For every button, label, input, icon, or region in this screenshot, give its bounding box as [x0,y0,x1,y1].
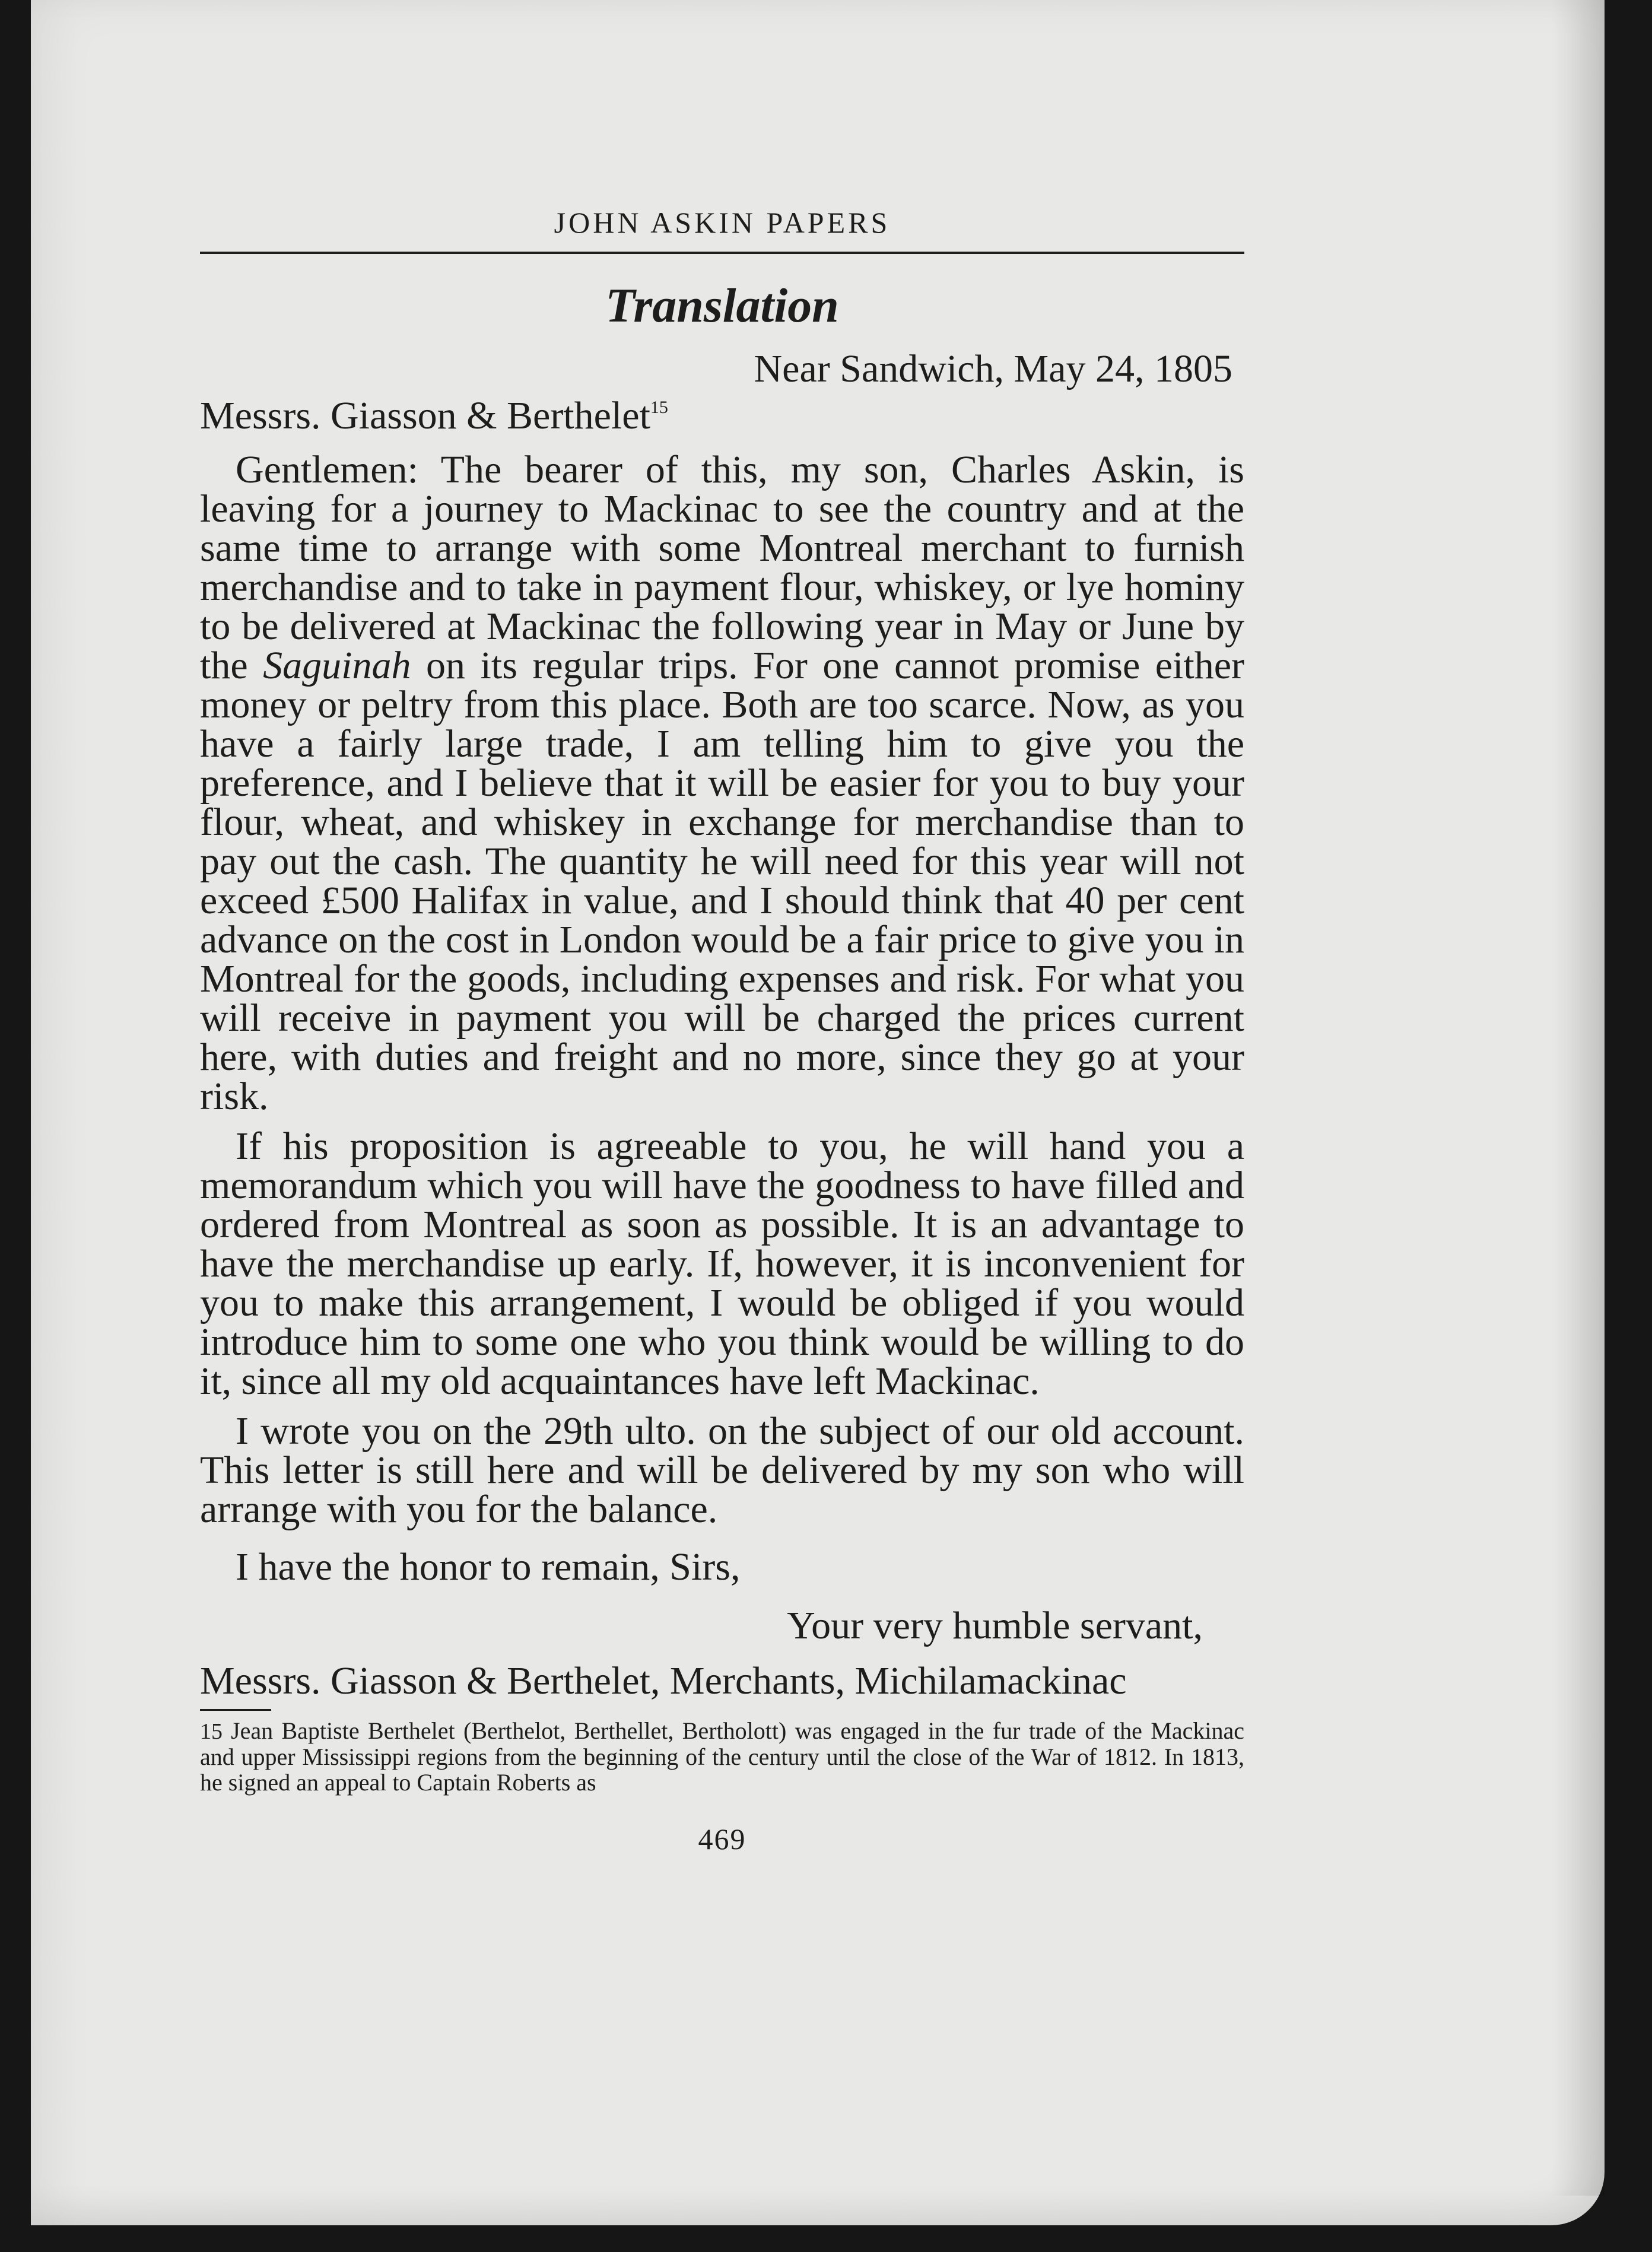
paragraph-1-rest: on its regular trips. For one cannot promise either money or peltry from this place. Both are too scarce. Now, as you have a fairly large trade, I am telling him to give you the preference, and I believe that it will be easier for you to buy your flour, wheat, and whiskey in exchange for merchandise than to pay out the cash. The quantity he will need for this year will not exceed £500 Halifax in value, and I should think that 40 per cent advance on the cost in London would be a fair price to give you in Montreal for the goods, including expenses and risk. For what you will receive in payment you will be charged the prices current here, with duties and freight and no more, since they go at your risk. [200,643,1244,1118]
book-page [31,0,1605,2225]
addressee-text: Messrs. Giasson & Berthelet [200,394,650,438]
footnote-rule [200,1709,271,1711]
footnote [200,1718,1244,1795]
section-title: Translation [605,278,839,332]
page-fold-shadow [1551,0,1605,2196]
closing-line: I have the honor to remain, Sirs, [236,1545,741,1589]
body-paragraph-2: If his proposition is agreeable to you, he will hand you a memorandum which you will have the goodness to have filled and ordered from Montreal as soon as possible. It is an advantage to have the merchandise up early. If, however, it is inconvenient for you to make this arrangement, I would be obliged if you would introduce him to some one who you think would be willing to do it, since all my old acquaintances have left Mackinac. [200,1124,1244,1403]
footnote-reference: 15 [650,398,668,418]
footnote-number: 15 [200,1719,223,1745]
text-column [200,208,1244,1856]
body-paragraph-1 [200,447,1244,1118]
running-head: JOHN ASKIN PAPERS [554,206,891,239]
running-head-rule [200,252,1244,254]
page-number: 469 [698,1822,746,1856]
footnote-text: Jean Baptiste Berthelet (Berthelot, Berthellet, Bertholott) was engaged in the fur trade of the Mackinac and upper Mississippi regions from the beginning of the century until the close of the War of 1812. In 1813, he signed an appeal to Captain Roberts as [200,1717,1244,1796]
letter-addressee [200,392,1244,439]
letter-addressee-bottom: Messrs. Giasson & Berthelet, Merchants, Michilamackinac [200,1659,1127,1703]
paragraph-1-start: Gentlemen: The bearer of this, my son, Charles Askin, is leaving for a journey to Mackinac to see the country and at the same time to arrange with some Montreal merchant to furnish merchandise and to take in payment flour, whiskey, or lye hominy to be delivered at Mackinac the following year in May or June by the [200,447,1244,687]
ship-name: Saguinah [263,643,411,687]
signoff: Your very humble servant, [787,1603,1203,1647]
body-paragraph-3: I wrote you on the 29th ulto. on the subject of our old account. This letter is still here and will be delivered by my son who will arrange with you for the balance. [200,1409,1244,1531]
dateline: Near Sandwich, May 24, 1805 [754,347,1232,391]
